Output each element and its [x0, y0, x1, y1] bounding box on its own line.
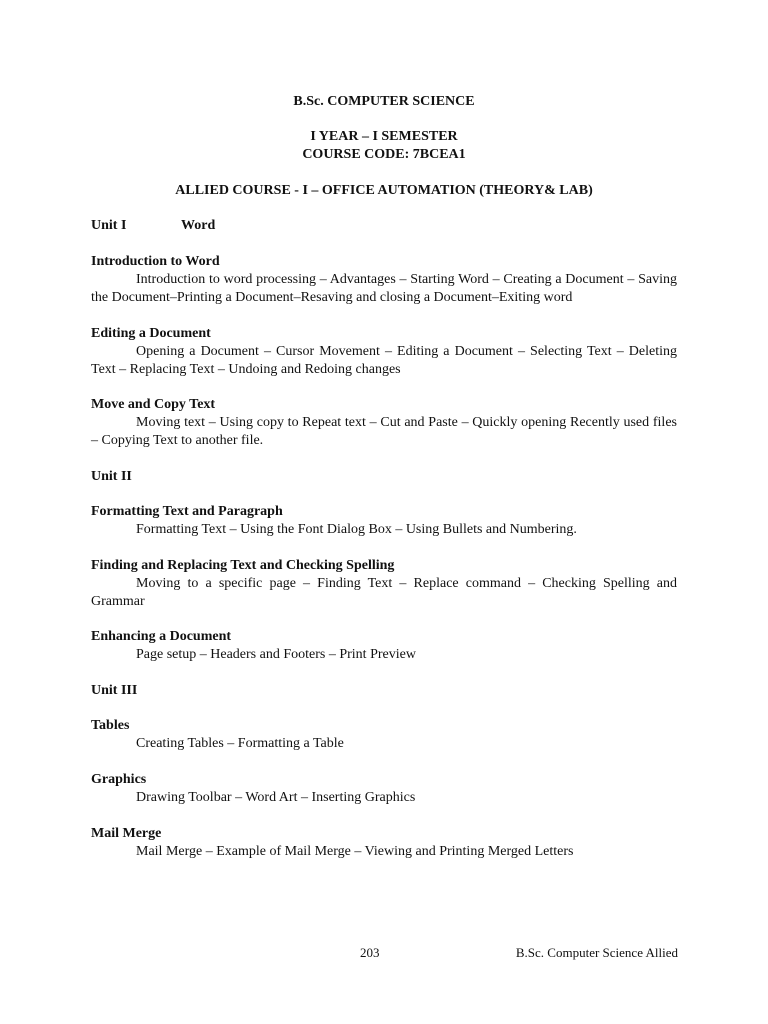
section-heading: Tables [91, 718, 130, 733]
section-body: Drawing Toolbar – Word Art – Inserting Graphics [136, 790, 416, 805]
section-heading: Enhancing a Document [91, 629, 232, 644]
running-footer-title: B.Sc. Computer Science Allied [515, 945, 678, 960]
section-heading: Editing a Document [91, 326, 211, 341]
year-semester: I YEAR – I SEMESTER [310, 129, 458, 144]
syllabus-section [91, 717, 677, 753]
section-body: Formatting Text – Using the Font Dialog Box – Using Bullets and Numbering. [136, 522, 577, 537]
unit-heading [91, 217, 216, 235]
syllabus-section [91, 628, 677, 664]
course-code: COURSE CODE: 7BCEA1 [302, 147, 466, 162]
section-heading: Graphics [91, 772, 147, 787]
syllabus-section [91, 771, 677, 807]
section-body: Moving to a specific page – Finding Text – Replace command – Checking Spelling and Grammar [91, 576, 677, 609]
unit-label: Unit I [91, 218, 127, 233]
syllabus-section [91, 557, 677, 611]
section-heading: Move and Copy Text [91, 397, 216, 412]
syllabus-section [91, 825, 677, 861]
section-body: Moving text – Using copy to Repeat text – Cut and Paste – Quickly opening Recently used files – Copying Text to another file. [91, 415, 677, 448]
section-body: Creating Tables – Formatting a Table [136, 736, 344, 751]
unit-label: Unit II [91, 469, 132, 484]
unit-heading [91, 468, 132, 486]
unit-title: Word [181, 218, 216, 233]
syllabus-section [91, 325, 677, 379]
section-body: Opening a Document – Cursor Movement – Editing a Document – Selecting Text – Deleting Text – Replacing Text – Undoing and Redoing changes [91, 344, 677, 377]
course-title: ALLIED COURSE - I – OFFICE AUTOMATION (THEORY& LAB) [175, 183, 593, 198]
program-title: B.Sc. COMPUTER SCIENCE [293, 94, 475, 109]
syllabus-section [91, 253, 677, 307]
section-body: Mail Merge – Example of Mail Merge – Viewing and Printing Merged Letters [136, 844, 574, 859]
unit-heading [91, 682, 137, 700]
unit-label: Unit III [91, 683, 138, 698]
syllabus-section [91, 396, 677, 450]
section-body: Page setup – Headers and Footers – Print Preview [136, 647, 416, 662]
section-heading: Mail Merge [91, 826, 162, 841]
section-heading: Finding and Replacing Text and Checking Spelling [91, 558, 395, 573]
section-body: Introduction to word processing – Advantages – Starting Word – Creating a Document – Saving the Document–Printing a Document–Resaving and closing a Document–Exiting word [91, 272, 677, 305]
page-number: 203 [360, 945, 380, 960]
section-heading: Introduction to Word [91, 254, 220, 269]
section-heading: Formatting Text and Paragraph [91, 504, 283, 519]
syllabus-section [91, 503, 677, 539]
